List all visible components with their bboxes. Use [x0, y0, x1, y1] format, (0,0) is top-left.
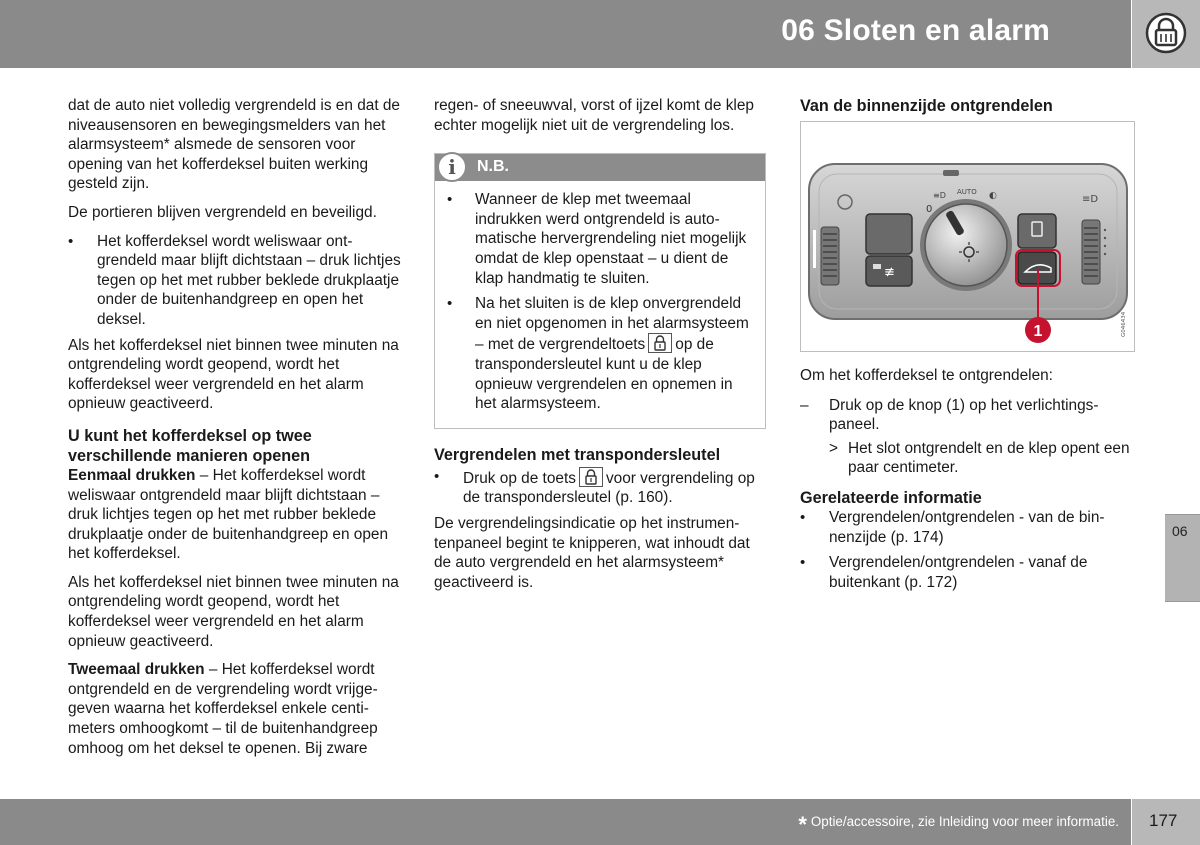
related-link[interactable]: • Vergrendelen/ontgrendelen - van de binnenzijde (p. 174): [800, 508, 1135, 547]
page-number: 177: [1149, 811, 1178, 830]
related-link[interactable]: • Vergrendelen/ontgrendelen - vanaf de buitenkant (p. 172): [800, 553, 1135, 592]
list-item-text: op de transpondersleutel kunt u de klep opnieuw vergrendelen en opnemen in het alarmsysteem.: [475, 336, 733, 413]
list-item-text: Na het sluiten is de klep onvergrendeld en niet opgenomen in het alarmsysteem – met de vergrendeltoets: [475, 295, 749, 354]
paragraph: Als het kofferdeksel niet binnen twee minuten na ontgrendeling wordt geopend, wordt het kofferdeksel weer vergrendeld en het alarm opnieuw geactiveerd.: [68, 573, 399, 650]
related-links: [800, 508, 1135, 592]
instruction-step: – Druk op de knop (1) op het verlichtingspaneel.: [800, 396, 1135, 435]
padlock-icon: [1145, 12, 1187, 54]
section-heading: U kunt het kofferdeksel op twee verschillende manieren openen: [68, 426, 312, 465]
figure-code: G046434: [1121, 311, 1127, 337]
list-item-text: voor vergrendeling op de transpondersleutel (p. 160).: [463, 469, 755, 507]
callout-number: 1: [1033, 323, 1043, 340]
svg-text:≡D: ≡D: [933, 191, 946, 200]
section-heading: Vergrendelen met transpondersleutel: [434, 445, 721, 464]
paragraph: Als het kofferdeksel niet binnen twee minuten na ontgrendeling wordt geopend, wordt het kofferdeksel weer vergrendeld en het alarm opnieuw geactiveerd.: [68, 336, 399, 413]
header-bar: [0, 0, 1131, 68]
bold-label: Eenmaal drukken: [68, 466, 196, 484]
note-header: [435, 154, 765, 181]
bullet-list: [68, 232, 403, 330]
note-body: [435, 181, 765, 428]
svg-text:≡D: ≡D: [1082, 194, 1099, 205]
list-item-text: Druk op de toets: [463, 469, 576, 487]
list-item: [434, 467, 766, 508]
paragraph: Om het kofferdeksel te ontgrendelen:: [800, 367, 1053, 384]
chapter-title: 06 Sloten en alarm: [781, 14, 1050, 47]
footnote-text: Optie/accessoire, zie Inleiding voor meer informatie.: [810, 814, 1119, 829]
svg-text:◐: ◐: [989, 191, 997, 201]
chapter-icon-box: [1132, 0, 1200, 68]
light-panel-figure: [800, 121, 1135, 352]
paragraph-text: – Het kofferdeksel wordt weliswaar ontgrendeld maar blijft dichtstaan – druk lichtjes tegen op het met rubber beklede drukplaatje onder de buitenhandgreep en open het kofferdeksel.: [68, 466, 389, 563]
instruction-result: > Het slot ontgrendelt en de klep opent een paar centimeter.: [800, 439, 1135, 478]
paragraph: [68, 466, 403, 564]
note-box: [434, 153, 766, 429]
chapter-side-tab[interactable]: [1165, 514, 1200, 602]
paragraph: dat de auto niet volledig vergrendeld is en dat de niveausensoren en bewegingsmelders van het alarmsysteem* alsmede de sensoren voor opening van het kofferdeksel buiten werking gesteld zijn.: [68, 97, 400, 193]
svg-text:≢: ≢: [884, 265, 895, 280]
bullet-list: [434, 467, 766, 508]
auto-label: AUTO: [957, 188, 977, 196]
paragraph: De portieren blijven vergrendeld en beveiligd.: [68, 203, 377, 221]
footer-bar: [0, 799, 1131, 845]
column-middle: [434, 96, 766, 601]
zero-label: 0: [926, 204, 933, 215]
lock-button-icon: [579, 467, 603, 487]
footnote: [798, 812, 1119, 838]
list-item: • Wanneer de klep met tweemaal indrukken werd ontgrendeld is automatische hervergrendeling niet mogelijk omdat de klep openstaat – u dient de klap handmatig te sluiten.: [447, 190, 753, 288]
note-label: N.B.: [477, 158, 509, 176]
list-item: [447, 294, 753, 414]
list-item: • Het kofferdeksel wordt weliswaar ontgrendeld maar blijft dichtstaan – druk lichtjes tegen op het met rubber beklede drukplaatje onder de buitenhandgreep en open het deksel.: [68, 232, 403, 330]
paragraph-text: – Het kofferdeksel wordt ontgrendeld en de vergrendeling wordt vrijgegeven waarna het kofferdeksel enkele centimeters omhoogkomt – til de buitenhandgreep omhoog om het deksel te openen. Bij zware: [68, 661, 378, 757]
info-icon: i: [437, 152, 467, 182]
section-heading: Gerelateerde informatie: [800, 488, 982, 507]
bullet-list: [447, 190, 753, 414]
asterisk: *: [798, 812, 807, 837]
lock-button-icon: [648, 333, 672, 353]
column-right: [800, 96, 1135, 598]
page-number-box: [1132, 799, 1200, 845]
section-heading: Van de binnenzijde ontgrendelen: [800, 97, 1053, 115]
headlight-switch-panel-illustration: [801, 122, 1134, 351]
chapter-side-tab-label: 06: [1172, 523, 1188, 539]
paragraph: [68, 660, 403, 758]
paragraph: De vergrendelingsindicatie op het instrumentenpaneel begint te knipperen, wat inhoudt dat de auto vergrendeld en het alarmsysteem* geactiveerd is.: [434, 514, 750, 591]
paragraph: regen- of sneeuwval, vorst of ijzel komt de klep echter mogelijk niet uit de vergrendeling los.: [434, 97, 754, 134]
bold-label: Tweemaal drukken: [68, 661, 205, 679]
column-left: [68, 96, 403, 767]
